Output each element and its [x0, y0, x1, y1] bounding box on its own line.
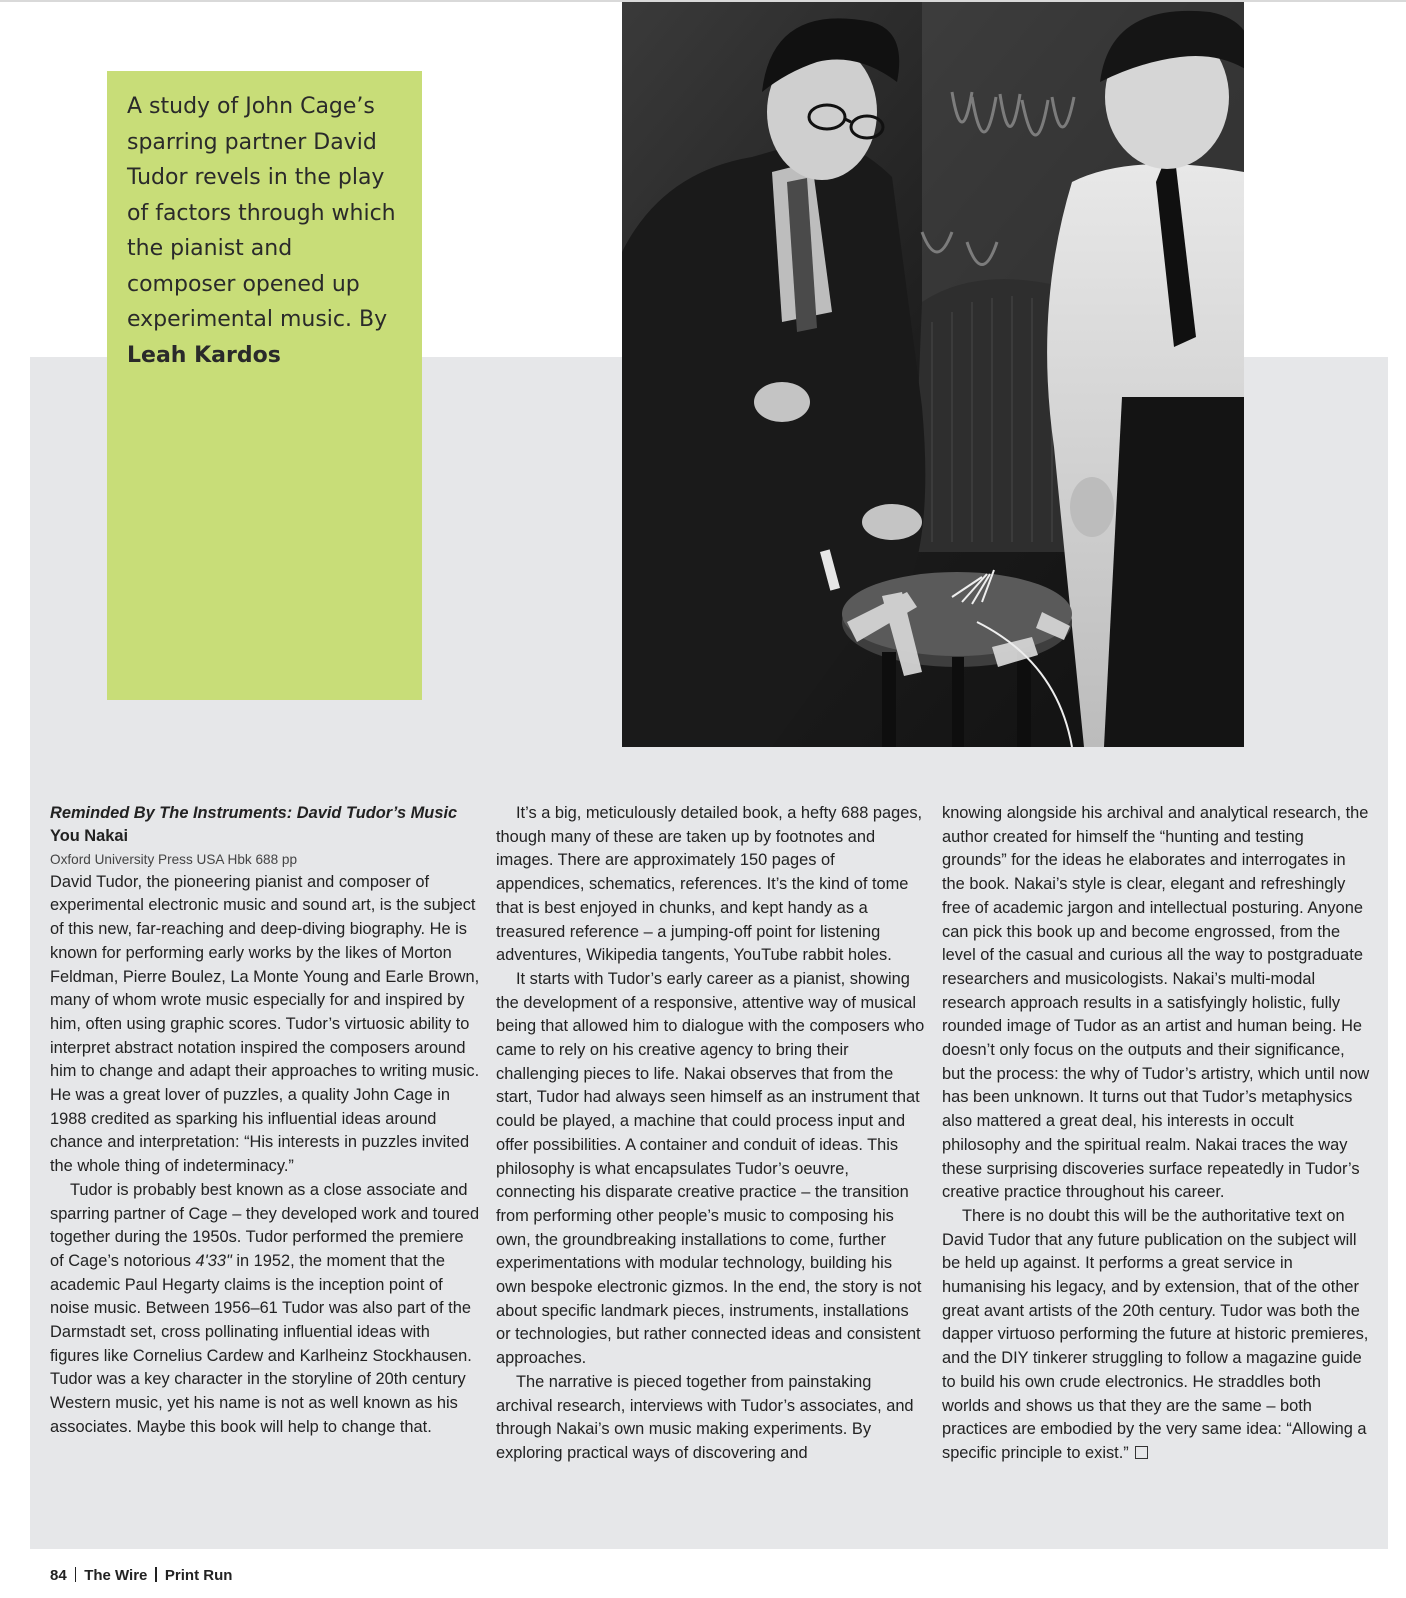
footer-divider — [75, 1567, 77, 1582]
magazine-name: The Wire — [84, 1567, 148, 1584]
paragraph-text: There is no doubt this will be the authoritative text on David Tudor that any future publication on the subject will be held up against. It performs a great service in humanising his legacy, and by extension, that of the other great avant artists of the 20th century. Tudor was both the dapper virtuoso performing the future at historic premieres, and the DIY tinkerer struggling to follow a magazine guide to build his own crude electronics. He straddles both worlds and shows us that they are the same – both practices are embodied by the very same idea: “Allowing a specific principle to exist.” — [942, 1206, 1369, 1462]
standfirst-box — [107, 71, 422, 700]
paragraph: knowing alongside his archival and analytical research, the author created for himself the “hunting and testing grounds” for the ideas he elaborates and interrogates in the book. Nakai’s style is clear, elegant and refreshingly free of academic jargon and intellectual posturing. Anyone can pick this book up and become engrossed, from the level of the casual and curious all the way to postgraduate researchers and musicologists. Nakai’s multi-modal research approach results in a satisfyingly holistic, fully rounded image of Tudor as an artist and human being. He doesn’t only focus on the outputs and their significance, but the process: the why of Tudor’s artistry, which until now has been unknown. It turns out that Tudor’s metaphysics also mattered a great deal, his interests in occult philosophy and the spiritual realm. Nakai traces the way these surprising discoveries surface repeatedly in Tudor’s creative practice throughout his career. — [942, 804, 1370, 1202]
byline-author: Leah Kardos — [127, 342, 281, 368]
paragraph: David Tudor, the pioneering pianist and composer of experimental electronic music and sound art, is the subject of this new, far-reaching and deep-diving biography. He is known for performing early works by the likes of Morton Feldman, Pierre Boulez, La Monte Young and Earle Brown, many of whom wrote music especially for and inspired by him, often using graphic scores. Tudor’s virtuosic ability to interpret abstract notation inspired the composers around him to change and adapt their approaches to writing music. He was a great lover of puzzles, a quality John Cage in 1988 credited as sparking his influential ideas around chance and interpretation: “His interests in puzzles invited the whole thing of indeterminacy.” — [50, 872, 480, 1176]
book-publisher: Oxford University Press USA Hbk 688 pp — [50, 851, 298, 867]
paragraph: It starts with Tudor’s early career as a pianist, showing the development of a responsive, attentive way of musical being that allowed him to dialogue with the composers who came to rely on his creative agency to bring their challenging pieces to life. Nakai observes that from the start, Tudor had always seen himself as an instrument that could be played, a machine that could process input and offer possibilities. A container and conduit of ideas. This philosophy is what encapsulates Tudor’s oeuvre, connecting his disparate creative practice – the transition from performing other people’s music to composing his own, the groundbreaking installations to come, further experimentations with modular technology, building his own bespoke electronic gizmos. In the end, the story is not about specific landmark pieces, instruments, installations or technologies, but rather connected ideas and consistent approaches. — [496, 969, 925, 1368]
paragraph — [50, 1179, 480, 1440]
footer-divider — [155, 1567, 157, 1582]
book-author: You Nakai — [50, 827, 129, 845]
paragraph-text: in 1952, the moment that the academic Paul Hegarty claims is the inception point of noise music. Between 1956–61 Tudor was also part of the Darmstadt set, cross pollinating influential ideas with figures like Cornelius Cardew and Karlheinz Stockhausen. Tudor was a key character in the storyline of 20th century Western music, yet his name is not as well known as his associates. Maybe this book will help to change that. — [50, 1251, 472, 1436]
paragraph: It’s a big, meticulously detailed book, a hefty 688 pages, though many of these are taken up by footnotes and images. There are approximately 150 pages of appendices, schematics, references. It’s the kind of tome that is best enjoyed in chunks, and kept handy as a treasured reference – a jumping-off point for listening adventures, Wikipedia tangents, YouTube rabbit holes. — [496, 804, 923, 965]
article-photo — [622, 2, 1244, 747]
column-3 — [942, 802, 1372, 1466]
end-mark-icon — [1135, 1446, 1148, 1459]
column-2 — [496, 802, 926, 1466]
standfirst-text: A study of John Cage’s sparring partner David Tudor revels in the play of factors through which the pianist and composer opened up experimental music. By — [127, 94, 396, 332]
page-number: 84 — [50, 1567, 67, 1584]
paragraph: The narrative is pieced together from painstaking archival research, interviews with Tudor’s associates, and through Nakai’s own music making experiments. By exploring practical ways of discovering and — [496, 1372, 914, 1462]
column-1 — [50, 802, 480, 1440]
photo-two-men-examining-instrument-icon — [622, 2, 1244, 747]
standfirst — [127, 89, 402, 373]
paragraph-text: Tudor is probably best known as a close associate and sparring partner of Cage – they developed work and toured together during the 1950s. Tudor performed the premiere of Cage’s notorious — [50, 1180, 480, 1270]
paragraph — [942, 1205, 1372, 1466]
page-footer — [50, 1567, 232, 1584]
work-title: 4'33" — [195, 1251, 232, 1270]
book-title: Reminded By The Instruments: David Tudor’s Music — [50, 804, 458, 822]
section-name: Print Run — [164, 1567, 233, 1584]
